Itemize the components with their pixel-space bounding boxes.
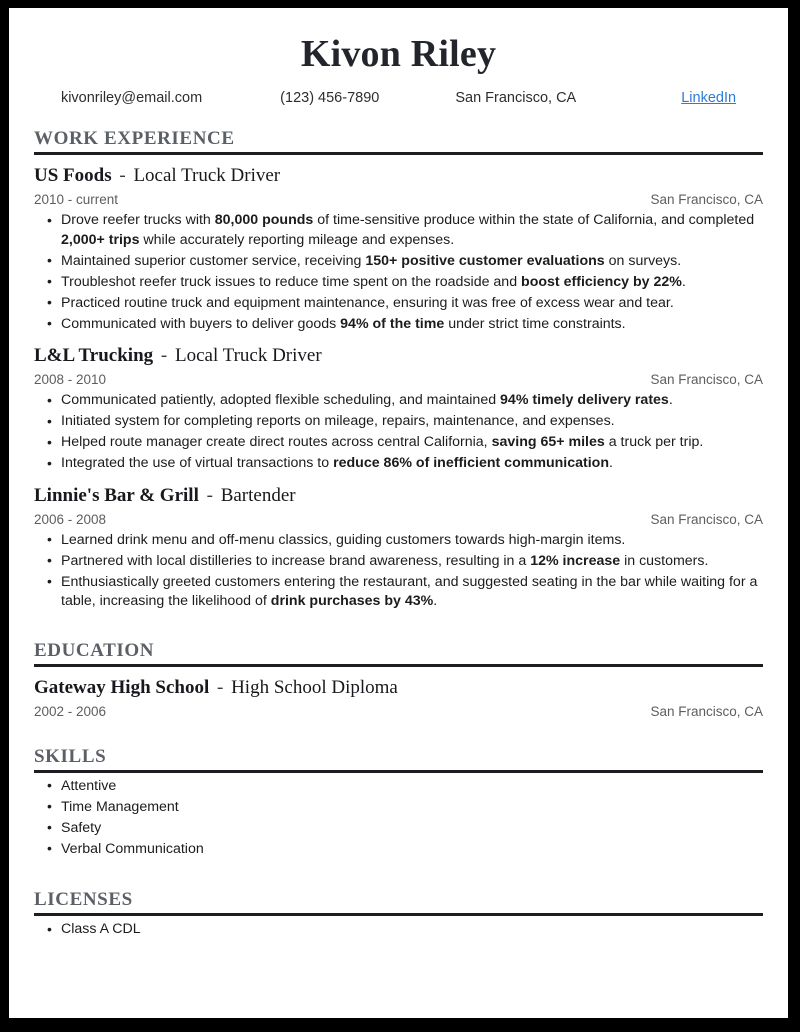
entry-title (34, 344, 763, 368)
section-licenses (34, 889, 763, 940)
bullet-item: • Drove reefer trucks with 80,000 pounds of time-sensitive produce within the state of California, and completed 2,000+ trips while accurately reporting mileage and expenses. (34, 211, 763, 250)
entry-meta (34, 372, 763, 387)
contact-phone: (123) 456-7890 (280, 90, 380, 106)
list-item: • Class A CDL (34, 920, 763, 940)
section-work-experience (34, 128, 763, 612)
section-skills (34, 746, 763, 860)
section-heading-work-experience: WORK EXPERIENCE (34, 128, 235, 149)
bullet-item: • Maintained superior customer service, receiving 150+ positive customer evaluations on surveys. (34, 252, 763, 272)
entry-location: San Francisco, CA (650, 703, 763, 719)
section-divider (34, 664, 763, 667)
entry-title (34, 164, 763, 188)
entry-role: Local Truck Driver (174, 345, 322, 366)
resume-entry (34, 484, 763, 612)
section-divider (34, 913, 763, 916)
entry-location: San Francisco, CA (650, 511, 763, 527)
contact-email: kivonriley@email.com (60, 90, 203, 106)
entry-dates: 2008 - 2010 (34, 372, 107, 387)
entry-title (34, 676, 763, 700)
bullet-item: • Partnered with local distilleries to increase brand awareness, resulting in a 12% increase in customers. (34, 552, 763, 572)
entry-dates: 2010 - current (34, 192, 119, 207)
entry-meta (34, 192, 763, 207)
bullet-item: • Initiated system for completing reports on mileage, repairs, maintenance, and expenses. (34, 412, 763, 432)
section-heading-skills: SKILLS (34, 745, 107, 767)
list-item: • Safety (34, 819, 763, 839)
resume-entry (34, 676, 763, 719)
contact-row (34, 90, 763, 106)
entry-location: San Francisco, CA (650, 372, 763, 387)
section-heading-education: EDUCATION (34, 639, 155, 661)
section-heading-licenses: LICENSES (34, 889, 133, 910)
entry-organization: L&L Trucking (34, 345, 154, 366)
bullet-item: • Enthusiastically greeted customers entering the restaurant, and suggested seating in the bar while waiting for a table, increasing the likelihood of drink purchases by 43%. (34, 573, 763, 612)
work-experience-entries (34, 164, 763, 612)
licenses-list (34, 920, 763, 940)
entry-role: High School Diploma (231, 676, 398, 698)
bullet-item: • Communicated patiently, adopted flexible scheduling, and maintained 94% timely delivery rates. (34, 391, 763, 411)
entry-bullet-list (34, 391, 763, 474)
entry-organization: US Foods (34, 165, 112, 186)
bullet-item: • Integrated the use of virtual transactions to reduce 86% of inefficient communication. (34, 454, 763, 474)
bullet-item: • Communicated with buyers to deliver goods 94% of the time under strict time constraints. (34, 315, 763, 335)
list-item: • Verbal Communication (34, 840, 763, 860)
contact-location: San Francisco, CA (455, 90, 577, 106)
entry-dates: 2002 - 2006 (34, 703, 107, 719)
entry-role: Local Truck Driver (133, 165, 281, 186)
bullet-item: • Learned drink menu and off-menu classics, guiding customers towards high-margin items. (34, 531, 763, 551)
entry-dates: 2006 - 2008 (34, 511, 107, 527)
page-title: Kivon Riley (300, 33, 497, 75)
section-education (34, 640, 763, 719)
bullet-item: • Practiced routine truck and equipment maintenance, ensuring it was free of excess wear and tear. (34, 294, 763, 314)
education-entries (34, 676, 763, 719)
bullet-item: • Troubleshot reefer truck issues to reduce time spent on the roadside and boost efficiency by 22%. (34, 273, 763, 293)
resume-document (9, 8, 788, 1018)
entry-separator: - (114, 165, 131, 186)
bullet-item: • Helped route manager create direct routes across central California, saving 65+ miles a truck per trip. (34, 433, 763, 453)
resume-entry (34, 344, 763, 474)
entry-meta (34, 512, 763, 527)
entry-location: San Francisco, CA (650, 192, 763, 207)
entry-bullet-list (34, 531, 763, 612)
entry-meta (34, 704, 763, 719)
entry-bullet-list (34, 211, 763, 334)
list-item: • Time Management (34, 798, 763, 818)
entry-role: Bartender (220, 484, 296, 506)
resume-entry (34, 164, 763, 334)
skills-list (34, 777, 763, 860)
list-item: • Attentive (34, 777, 763, 797)
entry-organization: Gateway High School (34, 676, 210, 698)
entry-separator: - (212, 676, 229, 698)
linkedin-link[interactable]: LinkedIn (681, 90, 737, 106)
entry-separator: - (156, 345, 172, 366)
entry-title (34, 484, 763, 508)
entry-organization: Linnie's Bar & Grill (34, 484, 199, 506)
section-divider (34, 770, 763, 773)
entry-separator: - (201, 484, 218, 506)
section-divider (34, 152, 763, 155)
